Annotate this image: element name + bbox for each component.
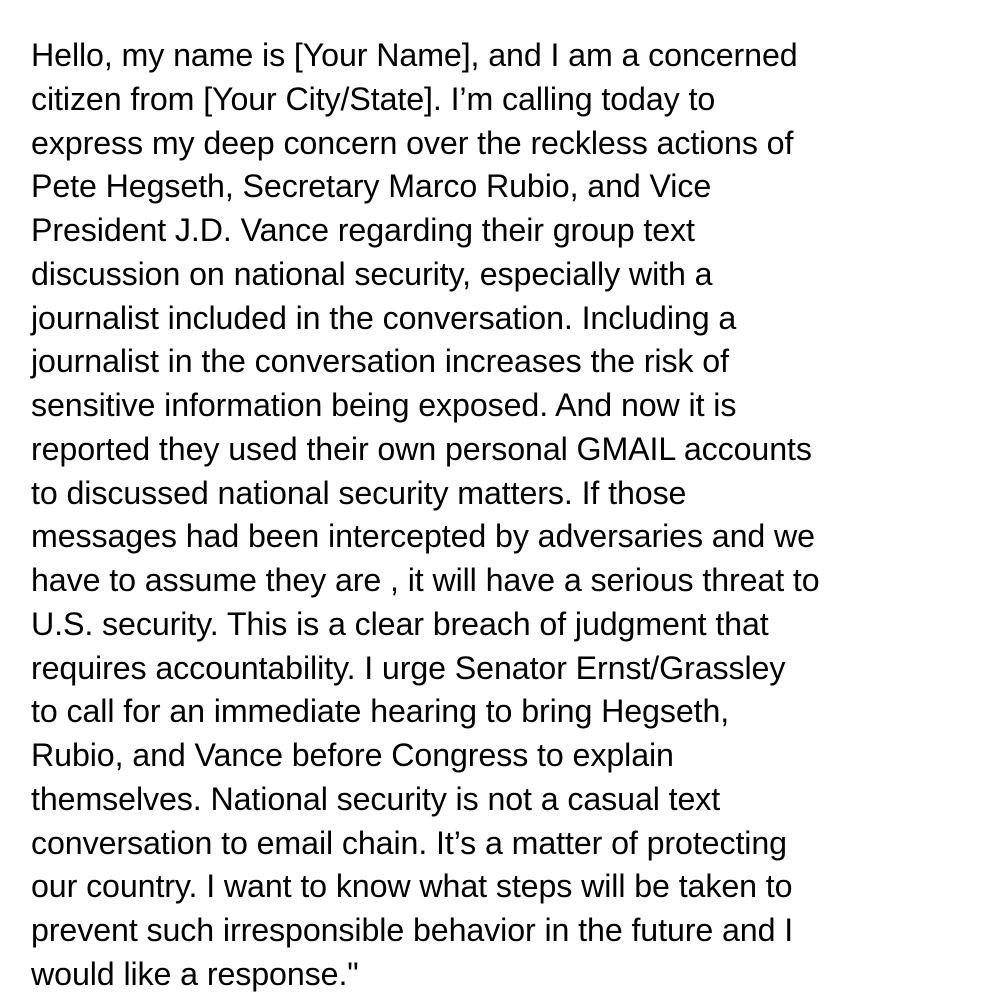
text-line: would like a response." bbox=[31, 955, 359, 992]
text-line: Hello, my name is [Your Name], and I am a concerned bbox=[31, 37, 798, 73]
text-line: President J.D. Vance regarding their group text bbox=[31, 212, 695, 248]
text-line: messages had been intercepted by adversaries and we bbox=[31, 518, 815, 555]
text-line: Pete Hegseth, Secretary Marco Rubio, and Vice bbox=[31, 168, 712, 205]
text-line: our country. I want to know what steps will be taken to bbox=[31, 868, 793, 905]
text-line: have to assume they are , it will have a serious threat to bbox=[31, 562, 820, 598]
text-line: express my deep concern over the reckless actions of bbox=[31, 124, 794, 161]
text-line: discussion on national security, especially with a bbox=[31, 255, 713, 292]
text-line: Rubio, and Vance before Congress to explain bbox=[31, 737, 674, 773]
text-line: sensitive information being exposed. And now it is bbox=[31, 387, 737, 423]
text-line: to call for an immediate hearing to bring Hegseth, bbox=[31, 693, 730, 730]
text-line: conversation to email chain. It’s a matter of protecting bbox=[31, 824, 787, 861]
text-line: journalist included in the conversation. Including a bbox=[31, 299, 737, 336]
text-line: reported they used their own personal GMAIL accounts bbox=[31, 430, 812, 467]
message-body bbox=[31, 34, 971, 997]
text-line: requires accountability. I urge Senator Ernst/Grassley bbox=[31, 649, 786, 686]
text-line: prevent such irresponsible behavior in the future and I bbox=[31, 912, 794, 948]
text-line: U.S. security. This is a clear breach of judgment that bbox=[31, 605, 769, 642]
text-line: themselves. National security is not a casual text bbox=[31, 780, 721, 817]
text-line: journalist in the conversation increases the risk of bbox=[31, 343, 729, 380]
text-line: citizen from [Your City/State]. I’m calling today to bbox=[31, 80, 716, 117]
text-line: to discussed national security matters. If those bbox=[31, 474, 687, 511]
